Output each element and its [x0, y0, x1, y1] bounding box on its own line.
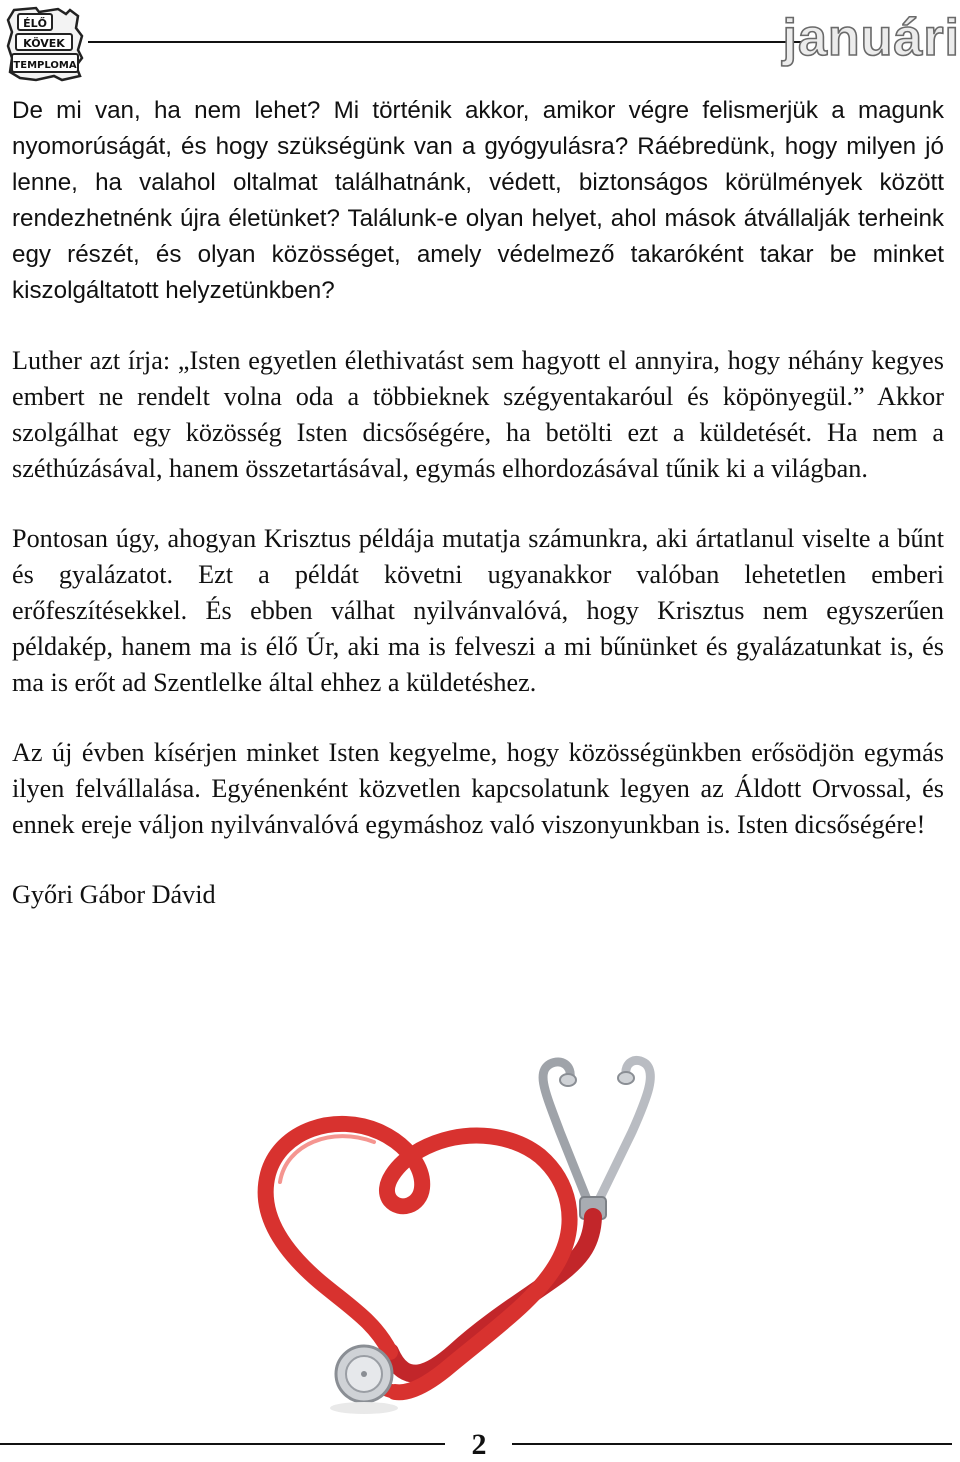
article-body: [12, 93, 944, 913]
church-logo: [6, 6, 84, 82]
stethoscope-earpiece-left: [560, 1074, 576, 1086]
stethoscope-heart-graphic: [240, 1052, 710, 1422]
logo-line-2: KÖVEK: [23, 36, 65, 50]
header-rule: [88, 41, 818, 43]
footer-rule-left: [0, 1443, 445, 1445]
stethoscope-heart-icon: [240, 1052, 710, 1422]
header-month-title: januári: [783, 8, 960, 68]
stethoscope-earpiece-right: [618, 1072, 634, 1084]
church-logo-graphic: [6, 6, 84, 82]
article-author: Győri Gábor Dávid: [12, 877, 944, 913]
article-paragraph-3: Pontosan úgy, ahogyan Krisztus példája mutatja számunkra, aki ártatlanul viselte a bűnt és gyalázatot. Ezt a példát követni ugyanakkor valóban lehetetlen emberi erőfeszítésekkel. És ebben válhat nyilvánvalóvá, hogy Krisztus nem egyszerűen példakép, hanem ma is élő Úr, aki ma is felveszi a mi bűnünket és gyalázatunkat is, és ma is erőt ad Szentlelke által ehhez a küldetéshez.: [12, 521, 944, 701]
footer-rule-right: [512, 1443, 952, 1445]
page-number: 2: [450, 1428, 508, 1462]
article-paragraph-2: Luther azt írja: „Isten egyetlen élethivatást sem hagyott el annyira, hogy néhány kegyes embert ne rendelt volna oda a többieknek szégyentakaróul és köpönyegül.” Akkor szolgálhat egy közösség Isten dicsőségére, ha betölti ezt a küldetését. Ha nem a széthúzásával, hanem összetartásával, egymás elhordozásával tűnik ki a világban.: [12, 343, 944, 487]
logo-line-3: TEMPLOMA: [13, 60, 76, 71]
article-paragraph-1: De mi van, ha nem lehet? Mi történik akkor, amikor végre felismerjük a magunk nyomorúságát, és hogy szükségünk van a gyógyulásra? Ráébredünk, hogy milyen jó lenne, ha valahol oltalmat találhatnánk, védett, biztonságos körülmények között rendezhetnénk újra életünket? Találunk-e olyan helyet, ahol mások átvállalják terheink egy részét, és olyan közösséget, amely védelmező takaróként takar be minket kiszolgáltatott helyzetünkben?: [12, 93, 944, 309]
stethoscope-shadow: [330, 1402, 398, 1414]
stethoscope-tube-heart: [266, 1124, 570, 1392]
logo-line-1: ÉLŐ: [23, 16, 47, 30]
page-header: [0, 0, 960, 90]
article-paragraph-4: Az új évben kísérjen minket Isten kegyelme, hogy közösségünkben erősödjön egymás ilyen felvállalása. Egyénenként közvetlen kapcsolatunk legyen az Áldott Orvossal, és ennek ereje váljon nyilvánvalóvá egymáshoz való viszonyunkban is. Isten dicsőségére!: [12, 735, 944, 843]
stethoscope-diaphragm-center: [361, 1371, 367, 1377]
